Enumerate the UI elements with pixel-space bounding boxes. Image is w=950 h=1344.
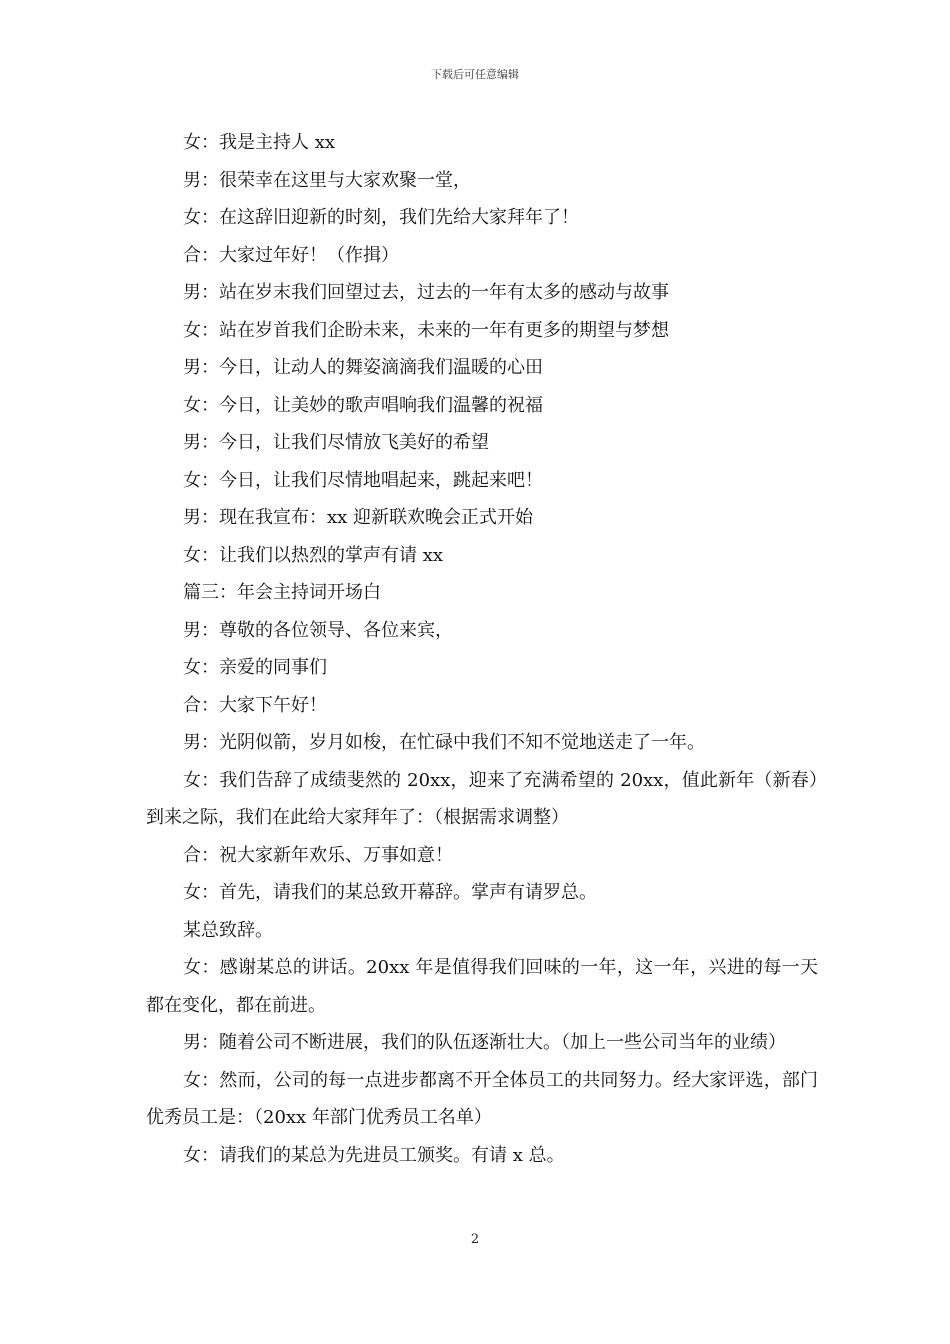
paragraph: 男：现在我宣布：xx 迎新联欢晚会正式开始: [183, 507, 534, 528]
paragraph: 女：首先，请我们的某总致开幕辞。掌声有请罗总。: [183, 882, 597, 903]
paragraph: 女：然而，公司的每一点进步都离不开全体员工的共同努力。经大家评选，部门优秀员工是：（20xx 年部门优秀员工名单）: [146, 1069, 818, 1128]
paragraph: 合：祝大家新年欢乐、万事如意！: [183, 844, 453, 866]
paragraph: 女：请我们的某总为先进员工颁奖。有请 x 总。: [183, 1144, 565, 1166]
paragraph: 女：感谢某总的讲话。20xx 年是值得我们回味的一年，这一年，兴进的每一天都在变化，都在前进。: [146, 957, 818, 1016]
section-heading: 篇三：年会主持词开场白: [183, 582, 381, 603]
paragraph: 女：亲爱的同事们: [183, 657, 327, 678]
paragraph: 女：今日，让美妙的歌声唱响我们温馨的祝福: [183, 394, 543, 416]
paragraph: 某总致辞。: [183, 919, 273, 941]
page-number: 2: [470, 1232, 480, 1247]
page-header: 下载后可任意编辑: [431, 68, 519, 81]
paragraph: 女：今日，让我们尽情地唱起来，跳起来吧！: [183, 469, 543, 491]
paragraph: 男：今日，让我们尽情放飞美好的希望: [183, 432, 489, 453]
paragraph: 男：今日，让动人的舞姿滴滴我们温暖的心田: [183, 357, 543, 378]
paragraph: 合：大家下午好！: [183, 694, 327, 716]
paragraph: 女：我们告辞了成绩斐然的 20xx，迎来了充满希望的 20xx，值此新年（新春）到来之际，我们在此给大家拜年了：（根据需求调整）: [146, 769, 818, 828]
paragraph: 女：我是主持人 xx: [183, 132, 336, 153]
document-body: [146, 124, 818, 1174]
paragraph: 男：随着公司不断进展，我们的队伍逐渐壮大。（加上一些公司当年的业绩）: [183, 1032, 786, 1053]
paragraph: 女：站在岁首我们企盼未来，未来的一年有更多的期望与梦想: [183, 319, 669, 341]
paragraph: 男：尊敬的各位领导、各位来宾，: [183, 619, 453, 641]
paragraph: 男：光阴似箭，岁月如梭，在忙碌中我们不知不觉地送走了一年。: [183, 732, 705, 753]
paragraph: 女：在这辞旧迎新的时刻，我们先给大家拜年了！: [183, 207, 579, 228]
paragraph: 男：很荣幸在这里与大家欢聚一堂，: [183, 169, 471, 191]
paragraph: 男：站在岁末我们回望过去，过去的一年有太多的感动与故事: [183, 282, 669, 303]
paragraph: 女：让我们以热烈的掌声有请 xx: [183, 544, 444, 566]
paragraph: 合：大家过年好！（作揖）: [183, 244, 399, 266]
